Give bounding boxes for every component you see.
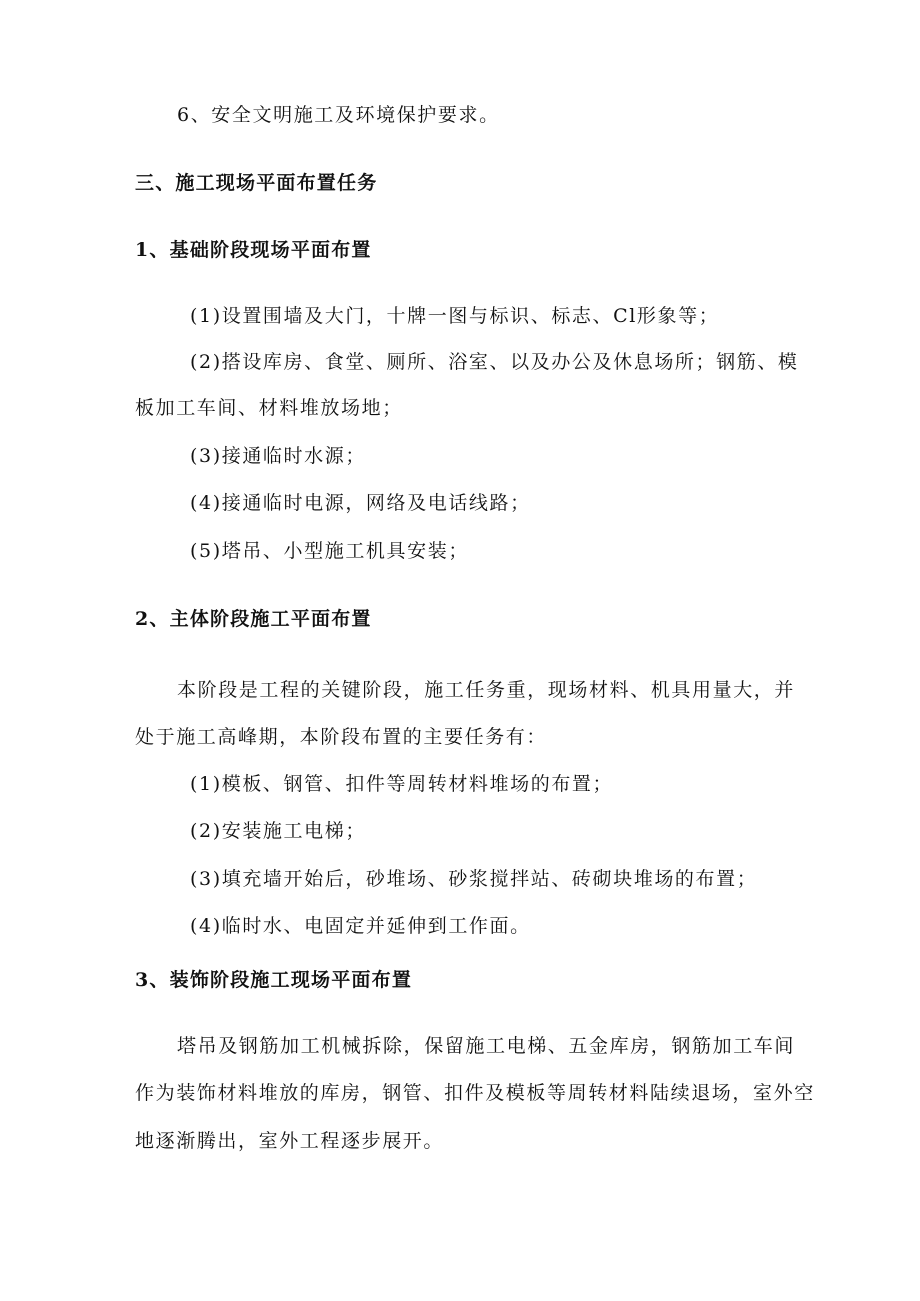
- part3-paragraph-line-2: 作为装饰材料堆放的库房，钢管、扣件及模板等周转材料陆续退场，室外空: [135, 1082, 815, 1104]
- part1-heading: 1、基础阶段现场平面布置: [135, 239, 372, 261]
- part1-item-4: (4)接通临时电源，网络及电话线路；: [190, 492, 531, 514]
- part2-item-4: (4)临时水、电固定并延伸到工作面。: [190, 915, 531, 937]
- part1-item-5: (5)塔吊、小型施工机具安装；: [190, 540, 469, 562]
- part3-heading: 3、装饰阶段施工现场平面布置: [135, 969, 413, 991]
- part1-item-2-line-2: 板加工车间、材料堆放场地；: [135, 397, 403, 419]
- part1-item-3: (3)接通临时水源；: [190, 445, 366, 467]
- part3-paragraph-line-1: 塔吊及钢筋加工机械拆除，保留施工电梯、五金库房，钢筋加工车间: [177, 1035, 796, 1057]
- part2-item-3: (3)填充墙开始后，砂堆场、砂浆搅拌站、砖砌块堆场的布置；: [190, 868, 758, 890]
- part3-paragraph-line-3: 地逐渐腾出，室外工程逐步展开。: [135, 1130, 445, 1152]
- part2-item-2: (2)安装施工电梯；: [190, 820, 366, 842]
- part1-item-1: (1)设置围墙及大门，十牌一图与标识、标志、Cl形象等；: [190, 305, 720, 327]
- part2-heading: 2、主体阶段施工平面布置: [135, 608, 372, 630]
- part1-item-2-line-1: (2)搭设库房、食堂、厕所、浴室、以及办公及休息场所；钢筋、模: [190, 351, 799, 373]
- part2-paragraph-line-1: 本阶段是工程的关键阶段，施工任务重，现场材料、机具用量大，并: [177, 679, 796, 701]
- part2-paragraph-line-2: 处于施工高峰期，本阶段布置的主要任务有：: [135, 726, 548, 748]
- part2-item-1: (1)模板、钢管、扣件等周转材料堆场的布置；: [190, 773, 614, 795]
- list-item-safety-requirements: 6、安全文明施工及环境保护要求。: [177, 104, 500, 126]
- section-heading: 三、施工现场平面布置任务: [135, 172, 378, 194]
